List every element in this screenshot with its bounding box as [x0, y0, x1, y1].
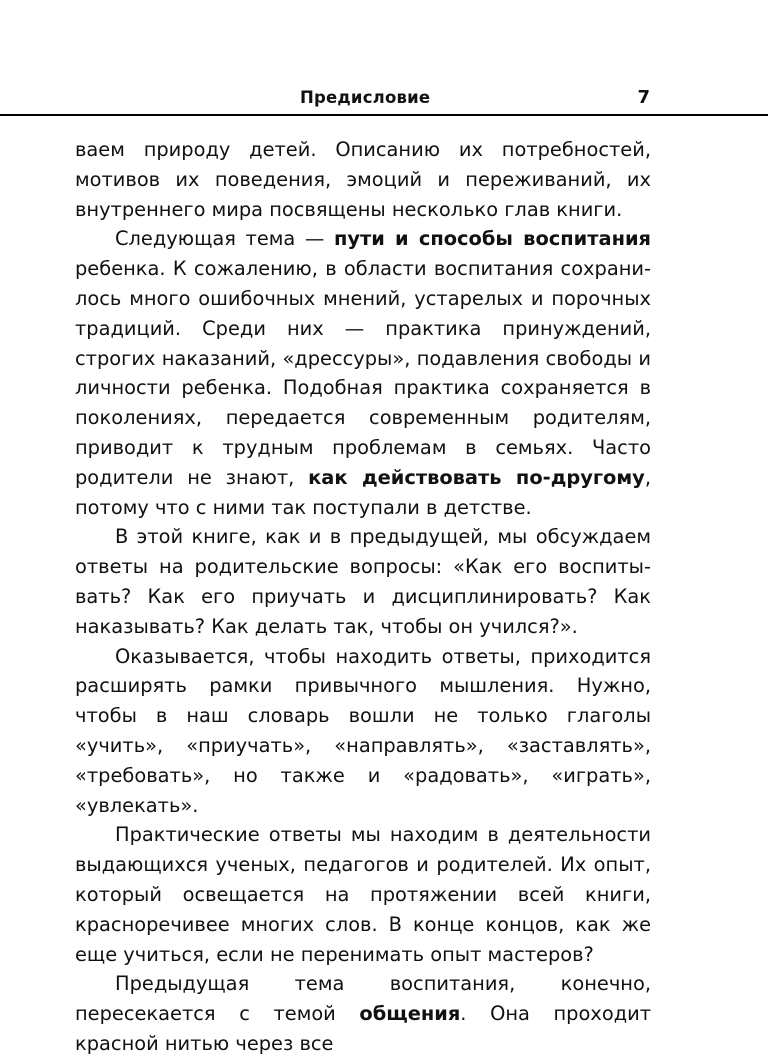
- paragraph-6-text-1: Предыдущая тема воспитания, конечно, пересекается с темой: [75, 972, 651, 1026]
- paragraph-2-bold-2: как действовать по-другому: [308, 465, 645, 489]
- paragraph-6-bold-1: общения: [359, 1002, 461, 1026]
- paragraph-4-text: Оказывается, чтобы находить ответы, приходится расширять рамки привычного мышления. Нужно, чтобы в наш словарь вошли не только глаголы «учить», «приучать», «направлять», «заставлять», «требовать», но также и «радовать», «играть», «увлекать».: [75, 644, 651, 817]
- paragraph-1: [75, 135, 651, 224]
- paragraph-2-text-3: , потому что с ними так поступали в детстве.: [75, 465, 651, 519]
- paragraph-3-text: В этой книге, как и в предыдущей, мы обсуждаем ответы на родительские вопросы: «Как его воспитывать? Как его приучать и дисциплинировать? Как наказывать? Как делать так, чтобы он учился?».: [75, 525, 651, 638]
- paragraph-5: [75, 820, 651, 969]
- paragraph-1-text: ваем природу детей. Описанию их потребностей, мотивов их поведения, эмоций и переживаний, их внутреннего мира посвящены несколько глав книги.: [75, 138, 651, 221]
- page-number: 7: [637, 87, 650, 108]
- paragraph-2-bold-1: пути и способы воспитания: [333, 227, 652, 251]
- paragraph-2: [75, 224, 651, 522]
- header-rule: [0, 114, 768, 116]
- paragraph-4: [75, 642, 651, 821]
- running-head: [0, 88, 768, 114]
- running-title: Предисловие: [300, 88, 431, 107]
- paragraph-3: [75, 522, 651, 641]
- paragraph-6: [75, 969, 651, 1058]
- paragraph-2-text-1: Следующая тема —: [115, 227, 334, 251]
- body-text: [75, 135, 651, 1059]
- paragraph-6-text-2: . Она проходит красной нитью через все: [75, 1002, 651, 1055]
- paragraph-2-text-2: ребенка. К сожалению, в области воспитания сохранилось много ошибочных мнений, устарелых и порочных традиций. Среди них — практика принуждений, строгих наказаний, «дрессуры», подавления свободы и личности ребенка. Подобная практика сохраняется в поколениях, передается современным родителям, приводит к трудным проблемам в семьях. Часто родители не знают,: [75, 257, 651, 489]
- paragraph-5-text: Практические ответы мы находим в деятельности выдающихся ученых, педагогов и родителей. Их опыт, который освещается на протяжении всей книги, красноречивее многих слов. В конце концов, как же еще учиться, если не перенимать опыт мастеров?: [75, 823, 651, 966]
